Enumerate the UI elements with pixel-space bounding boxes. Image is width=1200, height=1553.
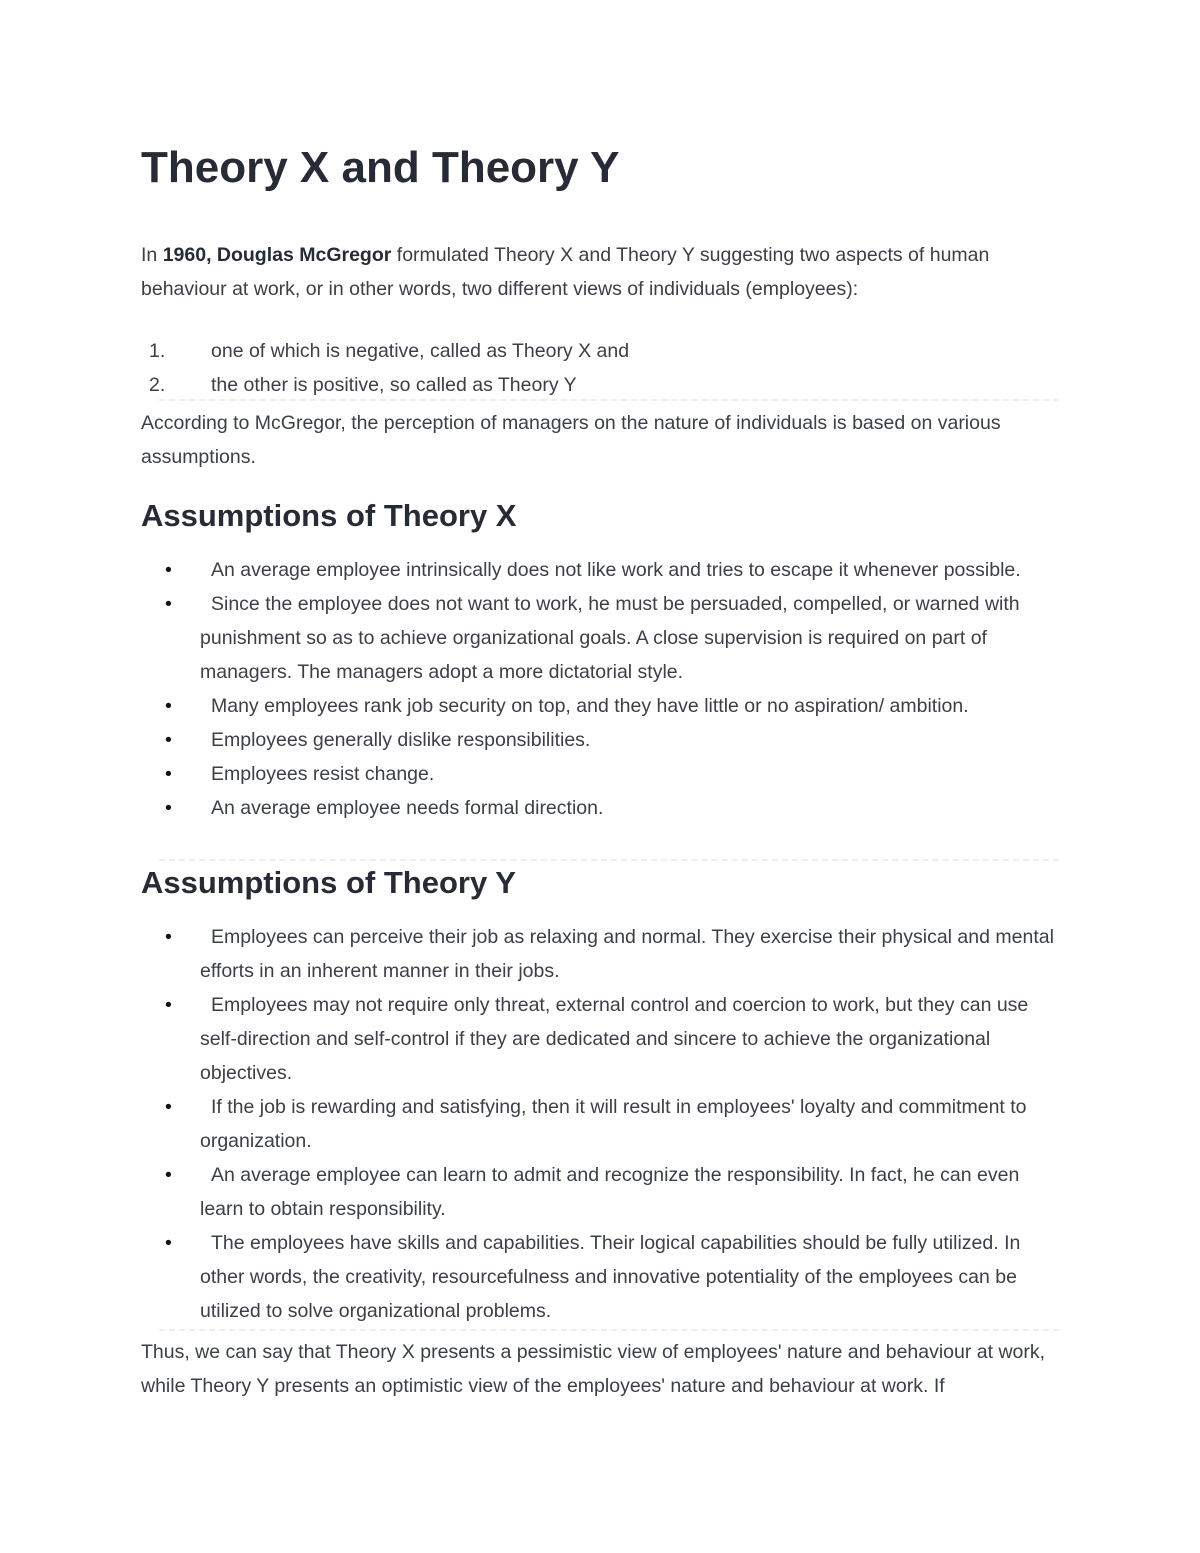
list-item (141, 587, 1059, 689)
list-item (141, 553, 1059, 587)
bullet-icon: • (165, 729, 172, 751)
conclusion-paragraph: Thus, we can say that Theory X presents a pessimistic view of employees' nature and behaviour at work, while Theory Y presents an optimistic view of the employees' nature and behaviour at work. If (141, 1341, 1046, 1397)
list-item-text: An average employee intrinsically does not like work and tries to escape it whenever possible. (211, 559, 1021, 581)
list-number: 1. (149, 340, 166, 362)
list-item (141, 1226, 1059, 1328)
theory-x-list (141, 553, 1059, 825)
list-item-text: Since the employee does not want to work, he must be persuaded, compelled, or warned with punishment so as to achieve organizational goals. A close supervision is required on part of managers. The managers adopt a more dictatorial style. (200, 593, 1020, 683)
theory-x-heading: Assumptions of Theory X (141, 498, 517, 533)
list-item (141, 723, 1059, 757)
section-divider (159, 399, 1059, 401)
views-list (141, 334, 1059, 402)
section-divider (159, 859, 1059, 861)
list-item (141, 988, 1059, 1090)
bullet-icon: • (165, 559, 172, 581)
page-title: Theory X and Theory Y (141, 143, 620, 192)
section-divider (159, 1329, 1059, 1331)
list-item (141, 1090, 1059, 1158)
list-item-text: Employees may not require only threat, external control and coercion to work, but they can use self-direction and self-control if they are dedicated and sincere to achieve the organizational objectives. (200, 994, 1029, 1084)
list-item-text: An average employee can learn to admit and recognize the responsibility. In fact, he can even learn to obtain responsibility. (200, 1164, 1020, 1220)
list-item-text: The employees have skills and capabilities. Their logical capabilities should be fully utilized. In other words, the creativity, resourcefulness and innovative potentiality of the employees can be utilized to solve organizational problems. (200, 1232, 1021, 1322)
list-item (141, 368, 1059, 402)
list-item (141, 1158, 1059, 1226)
list-item (141, 791, 1059, 825)
list-number: 2. (149, 374, 166, 396)
list-item-text: one of which is negative, called as Theory X and (211, 340, 630, 362)
according-paragraph: According to McGregor, the perception of managers on the nature of individuals is based on various assumptions. (141, 412, 1001, 468)
bullet-icon: • (165, 763, 172, 785)
list-item (141, 689, 1059, 723)
list-item-text: If the job is rewarding and satisfying, then it will result in employees' loyalty and commitment to organization. (200, 1096, 1027, 1152)
bullet-icon: • (165, 1164, 172, 1186)
list-item-text: the other is positive, so called as Theory Y (211, 374, 577, 396)
list-item-text: Many employees rank job security on top, and they have little or no aspiration/ ambition. (211, 695, 969, 717)
bullet-icon: • (165, 1232, 172, 1254)
list-item-text: Employees can perceive their job as relaxing and normal. They exercise their physical and mental efforts in an inherent manner in their jobs. (200, 926, 1054, 982)
list-item (141, 757, 1059, 791)
intro-paragraph (141, 238, 1059, 306)
theory-y-heading: Assumptions of Theory Y (141, 865, 516, 900)
bullet-icon: • (165, 593, 172, 615)
intro-prefix: In (141, 244, 163, 266)
list-item-text: Employees generally dislike responsibilities. (211, 729, 591, 751)
bullet-icon: • (165, 994, 172, 1016)
bullet-icon: • (165, 926, 172, 948)
list-item-text: Employees resist change. (211, 763, 435, 785)
list-item-text: An average employee needs formal direction. (211, 797, 604, 819)
intro-bold-author: 1960, Douglas McGregor (162, 244, 392, 266)
bullet-icon: • (165, 1096, 172, 1118)
list-item (141, 920, 1059, 988)
list-item (141, 334, 1059, 368)
theory-y-list (141, 920, 1059, 1328)
bullet-icon: • (165, 797, 172, 819)
intro-rest: formulated Theory X and Theory Y suggesting two aspects of human behaviour at work, or in other words, two different views of individuals (employees): (141, 244, 990, 300)
bullet-icon: • (165, 695, 172, 717)
